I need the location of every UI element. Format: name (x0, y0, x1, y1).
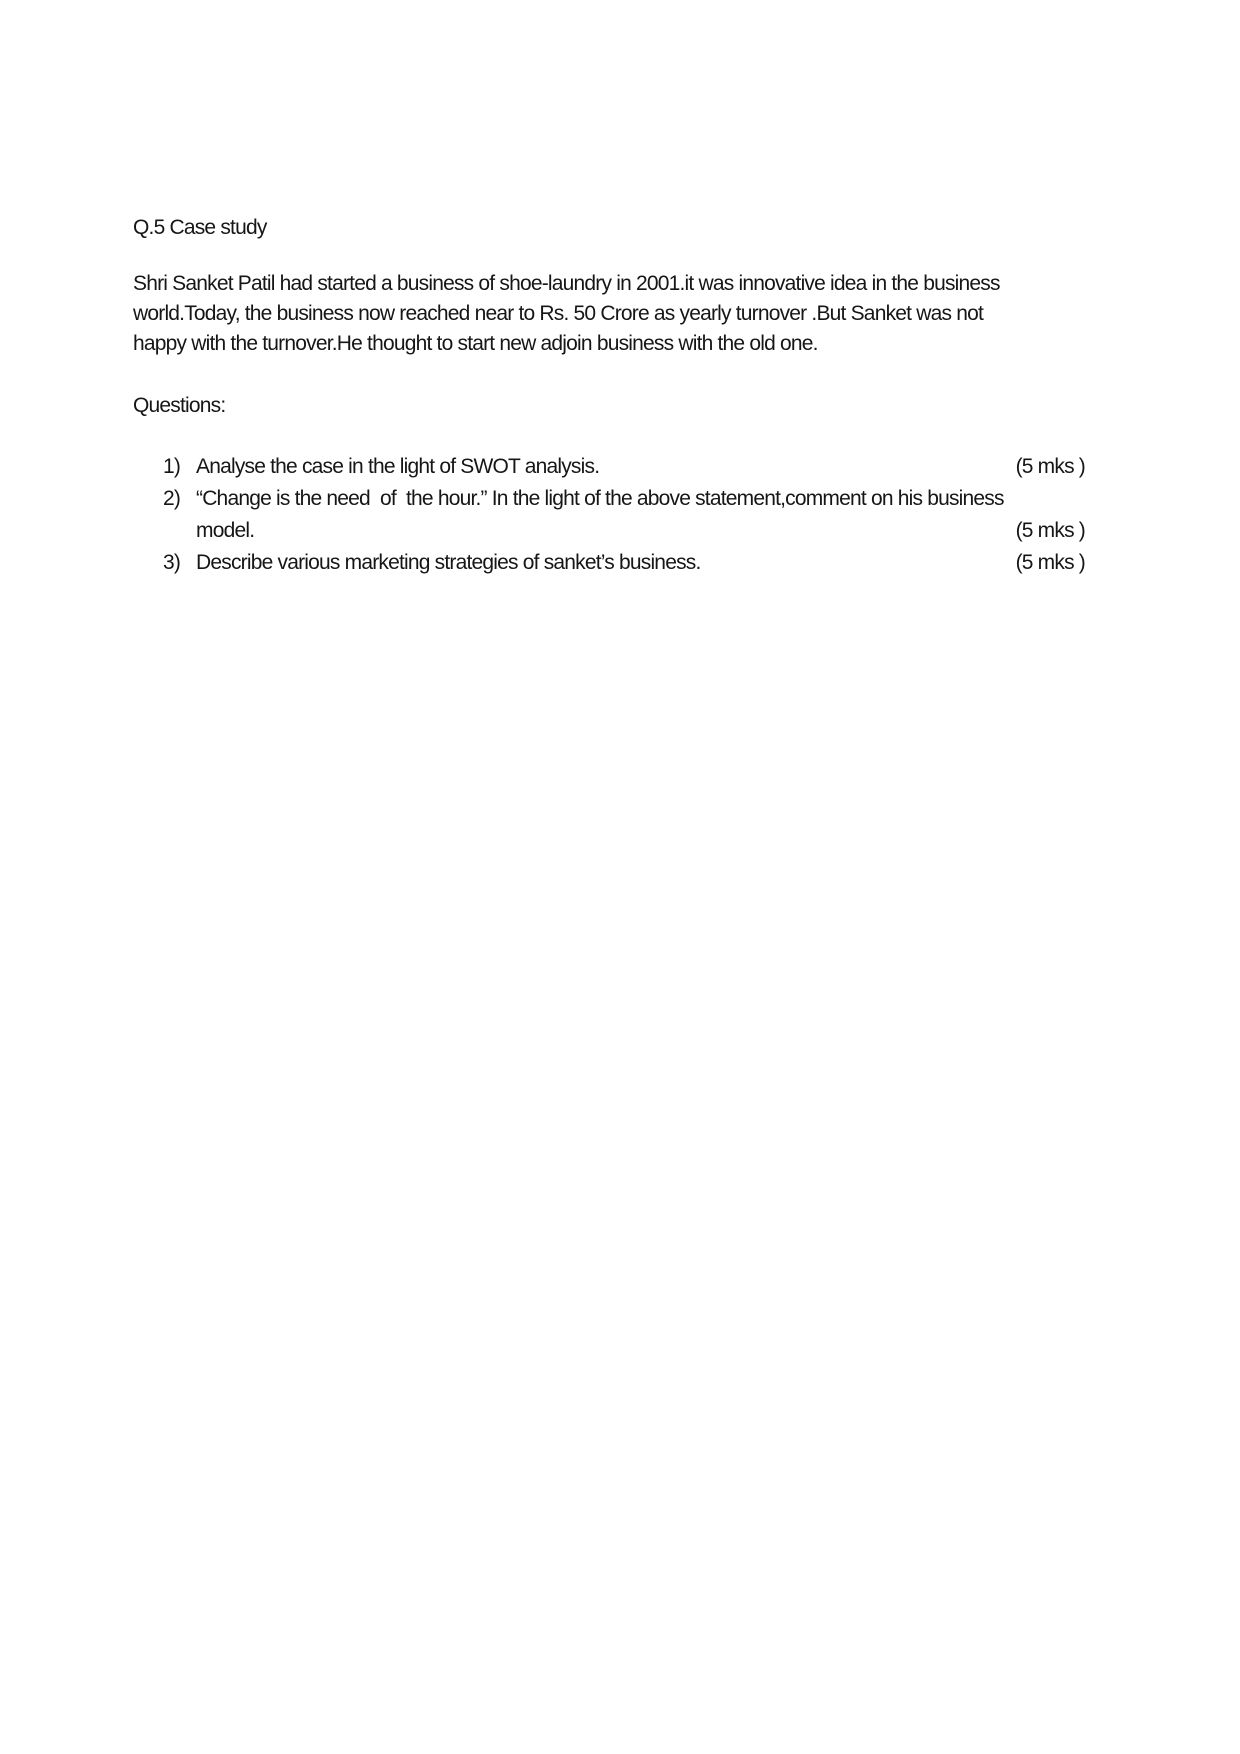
question-text: Analyse the case in the light of SWOT analysis. (196, 455, 600, 478)
question-text: model. (196, 519, 255, 542)
question-text: Describe various marketing strategies of sanket’s business. (196, 551, 701, 574)
question-body (196, 547, 1085, 579)
question-line (196, 483, 1085, 515)
question-number: 1) (163, 455, 181, 478)
case-study-paragraph (133, 269, 1085, 359)
questions-label: Questions: (133, 394, 226, 417)
questions-list (163, 451, 1085, 579)
question-item-2 (163, 483, 1085, 547)
question-line (196, 547, 1085, 579)
question-number: 2) (163, 487, 181, 510)
question-line (196, 515, 1085, 547)
question-item-3 (163, 547, 1085, 579)
question-line (196, 451, 1085, 483)
marks-value: (5 mks ) (1010, 551, 1085, 574)
question-heading: Q.5 Case study (133, 216, 267, 239)
question-number: 3) (163, 551, 181, 574)
document-content (133, 215, 1085, 579)
marks-value: (5 mks ) (1015, 519, 1085, 542)
question-item-1 (163, 451, 1085, 483)
marks-value: (5 mks ) (1015, 455, 1085, 478)
question-body (196, 483, 1085, 547)
paragraph-line: happy with the turnover.He thought to start new adjoin business with the old one. (133, 332, 818, 355)
question-text: “Change is the need of the hour.” In the light of the above statement,comment on his business (196, 487, 1004, 510)
question-body (196, 451, 1085, 483)
paragraph-line: Shri Sanket Patil had started a business of shoe-laundry in 2001.it was innovative idea in the business (133, 272, 1000, 295)
paragraph-line: world.Today, the business now reached near to Rs. 50 Crore as yearly turnover .But Sanket was not (133, 302, 983, 325)
